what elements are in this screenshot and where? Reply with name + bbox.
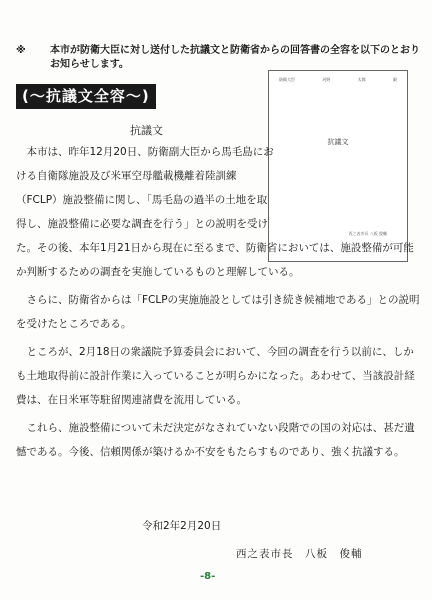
thumbnail-honorific: 殿 <box>392 77 397 82</box>
reference-mark: ※ <box>16 45 26 56</box>
thumbnail-header <box>279 77 397 83</box>
thumbnail-wrap-spacer <box>276 140 422 236</box>
notice-block <box>10 44 420 72</box>
paragraph-3: ところが、2月18日の衆議院予算委員会において、今回の調査を行う以前に、しかも土地取得前に設計作業に入っていることが明らかになった。あわせて、当該設計経費は、在日米軍等駐留関連諸費を流用している。 <box>16 346 415 406</box>
document-signer: 西之表市長 八板 俊輔 <box>236 548 363 560</box>
paragraph-4: これら、施設整備について未だ決定がなされていない段階での国の対応は、甚だ遺憾である。今後、信頼関係が築けるか不安をもたらすものであり、強く抗議する。 <box>16 422 415 458</box>
notice-text: 本市が防衛大臣に対し送付した抗議文と防衛省からの回答書の全容を以下のとおりお知らせします。 <box>50 45 420 70</box>
thumbnail-title: 抗議文 <box>327 138 349 146</box>
document-date: 令和2年2月20日 <box>142 520 222 532</box>
paragraph-2: さらに、防衛省からは「FCLPの実施施設としては引き続き候補地である」との説明を受けたところである。 <box>16 294 420 330</box>
paragraph-1: 本市は、昨年12月20日、防衛副大臣から馬毛島における自衛隊施設及び米軍空母艦載機離着陸訓練（FCLP）施設整備に関し、「馬毛島の過半の土地を取得し、施設整備に必要な調査を行う」との説明を受けた。その後、本年1月21日から現在に至るまで、防衛省においては、施設整備が可能か判断するための調査を実施しているものと理解している。 <box>16 140 422 284</box>
section-heading: (〜抗議文全容〜) <box>16 84 156 109</box>
thumbnail-addressee-surname: 河野 <box>322 77 331 82</box>
document-body <box>16 140 422 468</box>
page-number: -8- <box>200 571 216 582</box>
thumbnail-signer: 西之表市長 八板 俊輔 <box>348 231 387 236</box>
document-title: 抗議文 <box>130 124 163 137</box>
thumbnail-addressee-given: 太郎 <box>357 77 366 82</box>
thumbnail-addressee-title: 防衛大臣 <box>279 77 295 82</box>
